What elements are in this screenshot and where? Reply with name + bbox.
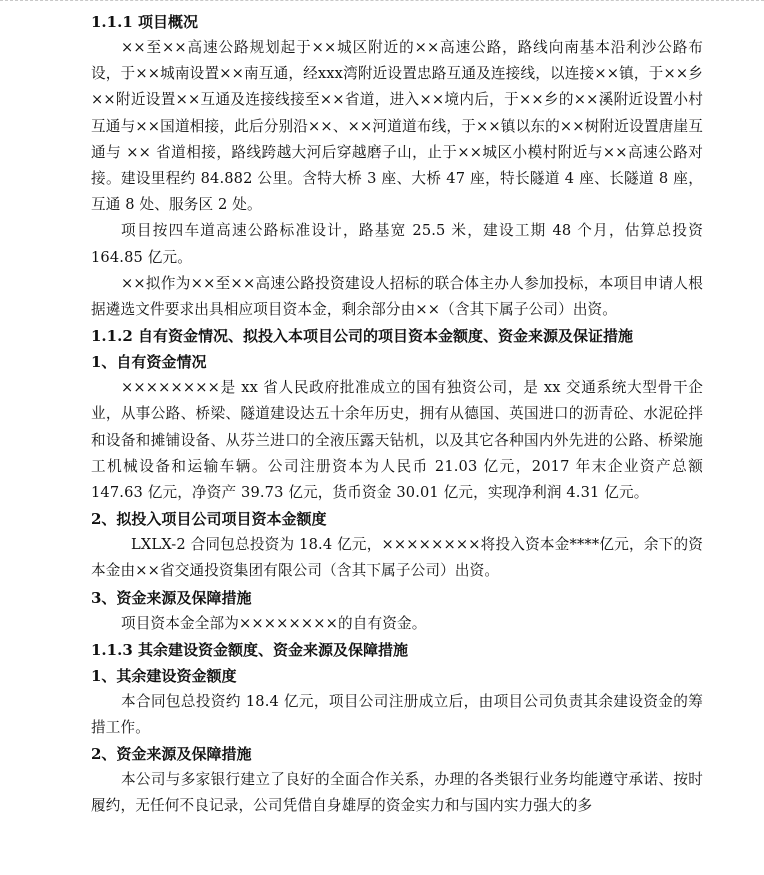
section-1-1-2-subheading-3: 3、资金来源及保障措施 (91, 588, 252, 607)
section-1-1-1-title: 1.1.1 项目概况 (91, 13, 198, 31)
section-1-1-1-paragraph-1: ××至××高速公路规划起于××城区附近的××高速公路，路线向南基本沿利沙公路布设，于××城南设置××南互通，经xxx湾附近设置忠路互通及连接线，以连接××镇，于××乡××附近设置××互通及连接线接至××省道，进入××境内后，于××乡的××溪附近设置小村互通与××国道相接，此后分别沿××、××河道道布线，于××镇以东的××树附近设置唐崖互通与 ×× 省道相接，路线跨越大河后穿越磨子山，止于××城区小模村附近与××高速公路对接。建设里程约 84.882 公里。含特大桥 3 座、大桥 47 座，特长隧道 4 座、长隧道 8 座，互通 8 处、服务区 2 处。 (91, 39, 703, 214)
section-1-1-2-subheading-2: 2、拟投入项目公司项目资本金额度 (91, 510, 327, 529)
section-1-1-2-subheading-1: 1、自有资金情况 (91, 353, 207, 372)
section-1-1-2-paragraph-1: ××××××××是 xx 省人民政府批准成立的国有独资公司，是 xx 交通系统大型骨干企业，从事公路、桥梁、隧道建设达五十余年历史，拥有从德国、英国进口的沥青砼、水泥砼拌和设备和摊铺设备、从芬兰进口的全液压露天钻机，以及其它各种国内外先进的公路、桥梁施工机械设备和运输车辆。公司注册资本为人民币 21.03 亿元，2017 年末企业资产总额 147.63 亿元，净资产 39.73 亿元，货币资金 30.01 亿元，实现净利润 4.31 亿元。 (91, 379, 703, 502)
section-1-1-2-title: 1.1.2 自有资金情况、拟投入本项目公司的项目资本金额度、资金来源及保证措施 (91, 327, 633, 346)
section-1-1-3-paragraph-2: 本公司与多家银行建立了良好的全面合作关系，办理的各类银行业务均能遵守承诺、按时履约，无任何不良记录，公司凭借自身雄厚的资金实力和与国内实力强大的多 (91, 771, 703, 815)
section-1-1-3-subheading-1: 1、其余建设资金额度 (91, 666, 237, 685)
page-top-border (0, 0, 764, 4)
section-1-1-3-subheading-2: 2、资金来源及保障措施 (91, 745, 252, 764)
section-1-1-3-title: 1.1.3 其余建设资金额度、资金来源及保障措施 (91, 640, 408, 659)
section-1-1-1-paragraph-2: 项目按四车道高速公路标准设计，路基宽 25.5 米，建设工期 48 个月，估算总投资 164.85 亿元。 (91, 222, 703, 266)
section-1-1-1-paragraph-3: ××拟作为××至××高速公路投资建设人招标的联合体主办人参加投标，本项目申请人根据遴选文件要求出具相应项目资本金，剩余部分由××（含其下属子公司）出资。 (91, 274, 703, 319)
section-1-1-2-paragraph-2: LXLX-2 合同包总投资为 18.4 亿元，××××××××将投入资本金****亿元，余下的资本金由××省交通投资集团有限公司（含其下属子公司）出资。 (91, 536, 703, 580)
section-1-1-2-paragraph-3: 项目资本金全部为××××××××的自有资金。 (121, 614, 427, 632)
section-1-1-3-paragraph-1: 本合同包总投资约 18.4 亿元，项目公司注册成立后，由项目公司负责其余建设资金的筹措工作。 (91, 692, 703, 737)
document-body (91, 9, 703, 820)
